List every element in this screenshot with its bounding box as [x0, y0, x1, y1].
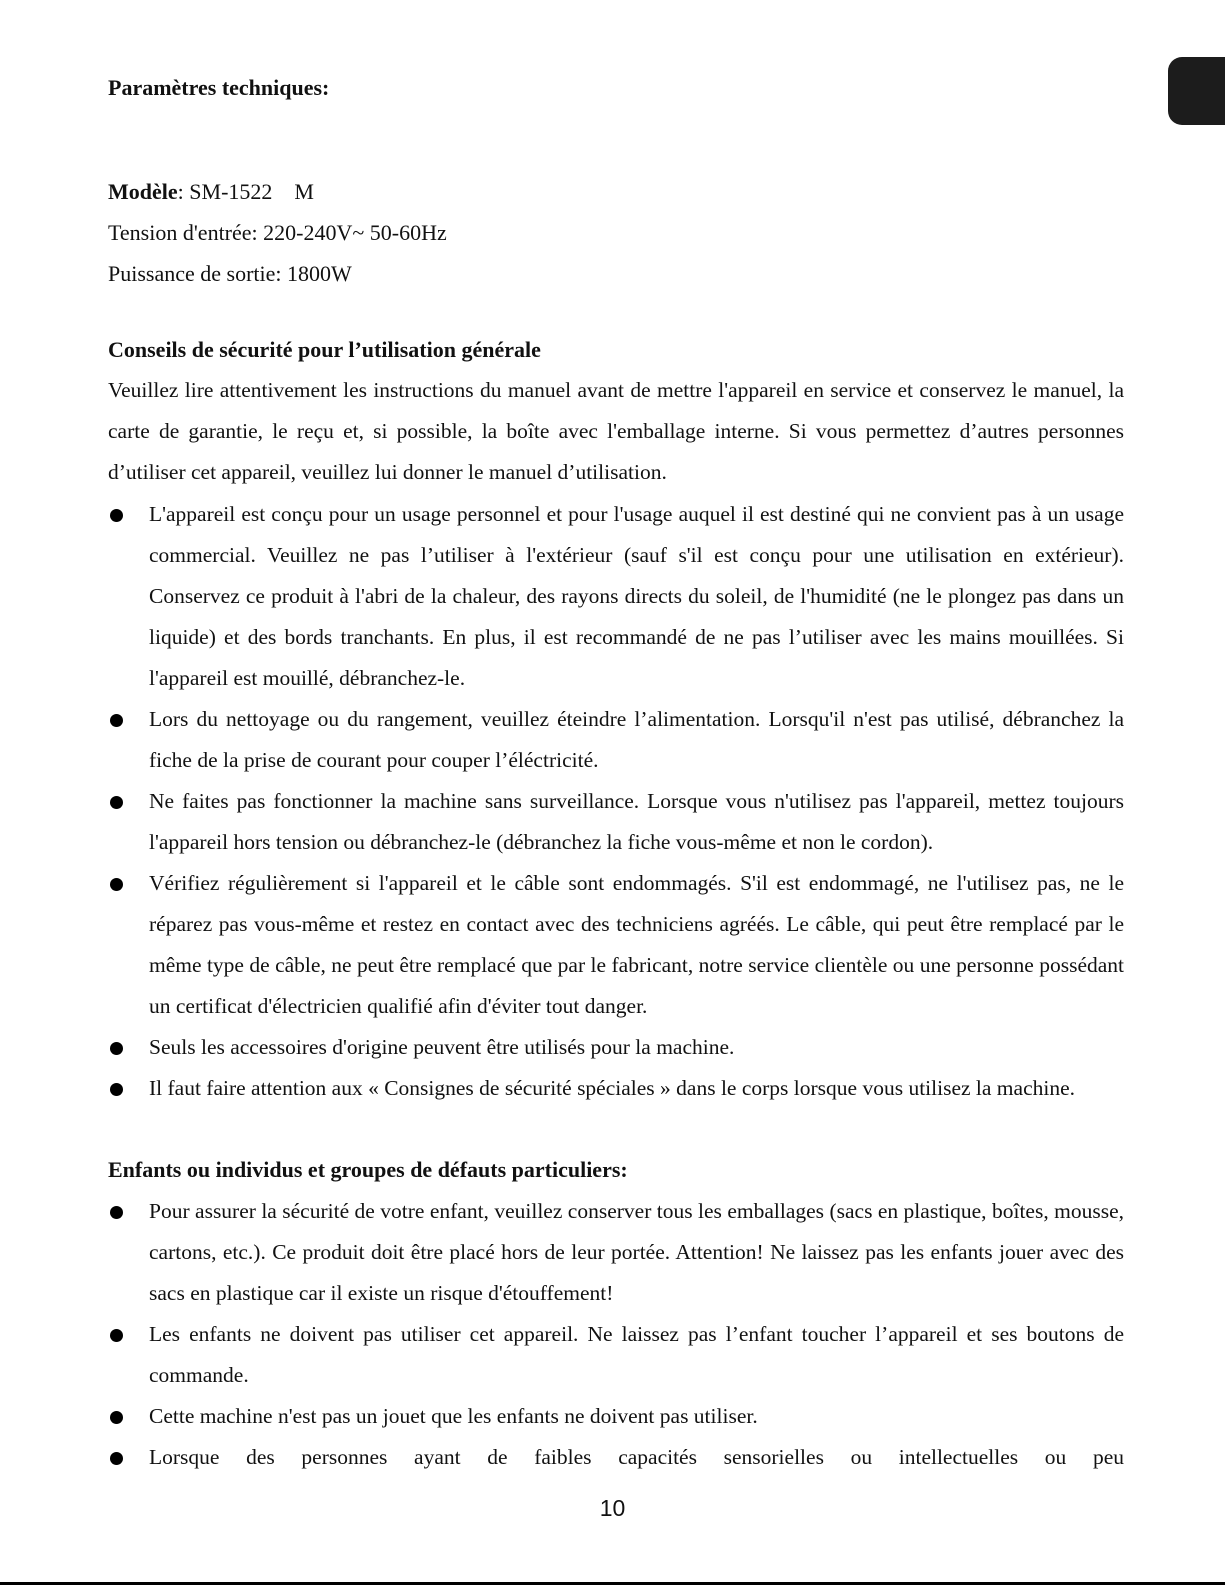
bullet-icon	[110, 1083, 123, 1096]
power-line: Puissance de sortie: 1800W	[108, 261, 352, 286]
bullet-icon	[110, 1452, 123, 1465]
page-number: 10	[599, 1495, 626, 1521]
list-item	[108, 699, 1124, 781]
model-label: Modèle	[108, 179, 178, 204]
voltage-line: Tension d'entrée: 220-240V~ 50-60Hz	[108, 220, 447, 245]
general-safety-heading: Conseils de sécurité pour l’utilisation générale	[108, 337, 541, 362]
list-item-text: Lors du nettoyage ou du rangement, veuillez éteindre l’alimentation. Lorsqu'il n'est pas utilisé, débranchez la fiche de la prise de courant pour couper l’éléctricité.	[149, 707, 1124, 772]
list-item-text: Pour assurer la sécurité de votre enfant, veuillez conserver tous les emballages (sacs en plastique, boîtes, mousse, cartons, etc.). Ce produit doit être placé hors de leur portée. Attention! Ne laissez pas les enfants jouer avec des sacs en plastique car il existe un risque d'étouffement!	[149, 1199, 1124, 1305]
list-item	[108, 1437, 1124, 1478]
general-safety-intro: Veuillez lire attentivement les instructions du manuel avant de mettre l'appareil en service et conservez le manuel, la carte de garantie, le reçu et, si possible, la boîte avec l'emballage interne. Si vous permettez d’autres personnes d’utiliser cet appareil, veuillez lui donner le manuel d’utilisation.	[108, 378, 1124, 484]
list-item	[108, 1068, 1124, 1109]
list-item	[108, 781, 1124, 863]
list-item	[108, 863, 1124, 1027]
list-item-text: Cette machine n'est pas un jouet que les enfants ne doivent pas utiliser.	[149, 1404, 758, 1428]
bullet-icon	[110, 796, 123, 809]
list-item	[108, 494, 1124, 699]
list-item-text: Les enfants ne doivent pas utiliser cet appareil. Ne laissez pas l’enfant toucher l’appareil et ses boutons de commande.	[149, 1322, 1124, 1387]
list-item-text: Vérifiez régulièrement si l'appareil et le câble sont endommagés. S'il est endommagé, ne l'utilisez pas, ne le réparez pas vous-même et restez en contact avec des techniciens agréés. Le câble, qui peut être remplacé par le même type de câble, ne peut être remplacé que par le fabricant, notre service clientèle ou une personne possédant un certificat d'électricien qualifié afin d'éviter tout danger.	[149, 871, 1124, 1018]
list-item-text: Seuls les accessoires d'origine peuvent être utilisés pour la machine.	[149, 1035, 735, 1059]
model-value: : SM-1522 M	[177, 179, 314, 204]
list-item-text: Ne faites pas fonctionner la machine sans surveillance. Lorsque vous n'utilisez pas l'appareil, mettez toujours l'appareil hors tension ou débranchez-le (débranchez la fiche vous-même et non le cordon).	[149, 789, 1124, 854]
list-item	[108, 1314, 1124, 1396]
bullet-icon	[110, 714, 123, 727]
specs-heading: Paramètres techniques:	[108, 75, 330, 100]
bullet-icon	[110, 1411, 123, 1424]
children-heading: Enfants ou individus et groupes de défauts particuliers:	[108, 1157, 628, 1182]
list-item	[108, 1191, 1124, 1314]
list-item-text: Il faut faire attention aux « Consignes de sécurité spéciales » dans le corps lorsque vous utilisez la machine.	[149, 1076, 1076, 1100]
section-tab-marker	[1168, 57, 1225, 125]
model-line	[108, 178, 314, 206]
bullet-icon	[110, 1329, 123, 1342]
list-item	[108, 1027, 1124, 1068]
list-item-text: L'appareil est conçu pour un usage personnel et pour l'usage auquel il est destiné qui ne convient pas à un usage commercial. Veuillez ne pas l’utiliser à l'extérieur (sauf s'il est conçu pour une utilisation en extérieur). Conservez ce produit à l'abri de la chaleur, des rayons directs du soleil, de l'humidité (ne le plongez pas dans un liquide) et des bords tranchants. En plus, il est recommandé de ne pas l’utiliser avec les mains mouillées. Si l'appareil est mouillé, débranchez-le.	[149, 502, 1124, 690]
list-item	[108, 1396, 1124, 1437]
bullet-icon	[110, 1042, 123, 1055]
bullet-icon	[110, 878, 123, 891]
bullet-icon	[110, 1206, 123, 1219]
bullet-icon	[110, 509, 123, 522]
list-item-text: Lorsque des personnes ayant de faibles capacités sensorielles ou intellectuelles ou peu	[149, 1445, 1124, 1469]
